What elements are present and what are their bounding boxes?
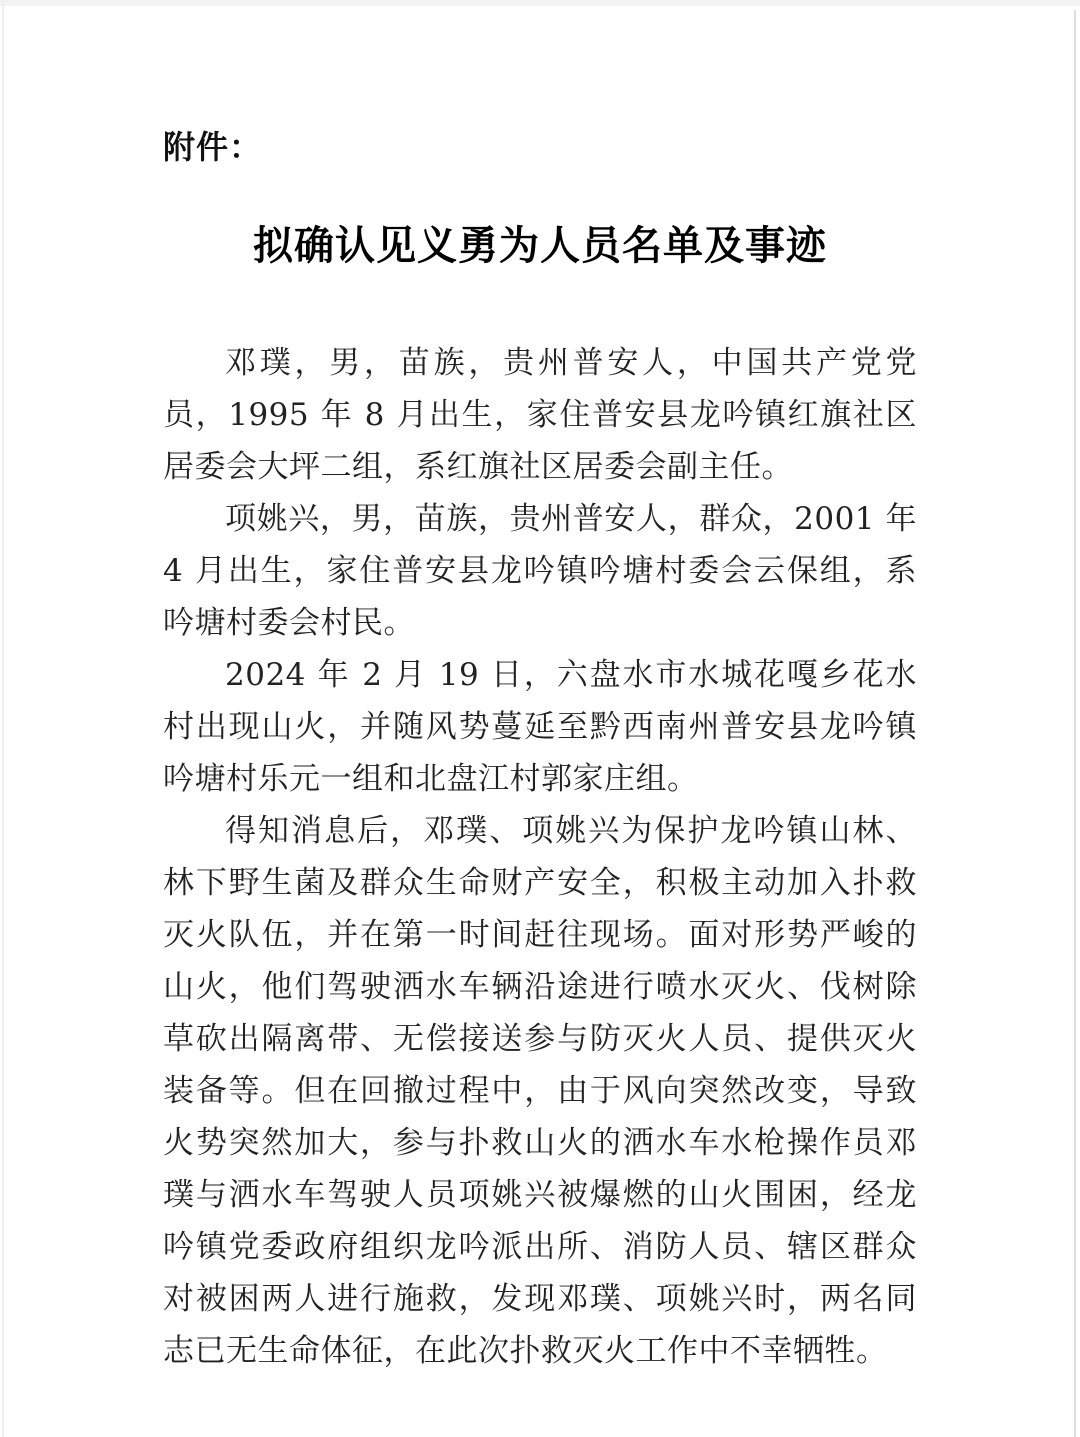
scan-edge-top	[0, 0, 1080, 6]
document-title: 拟确认见义勇为人员名单及事迹	[253, 222, 827, 269]
body-paragraph: 邓璞，男，苗族，贵州普安人，中国共产党党员，1995 年 8 月出生，家住普安县龙吟镇红旗社区居委会大坪二组，系红旗社区居委会副主任。	[163, 345, 917, 485]
body-paragraph: 项姚兴，男，苗族，贵州普安人，群众，2001 年 4 月出生，家住普安县龙吟镇吟塘村委会云保组，系吟塘村委会村民。	[163, 501, 917, 641]
document-body	[163, 337, 917, 1377]
body-paragraph: 2024 年 2 月 19 日，六盘水市水城花嘎乡花水村出现山火，并随风势蔓延至黔西南州普安县龙吟镇吟塘村乐元一组和北盘江村郭家庄组。	[163, 657, 917, 797]
scan-edge-left	[2, 0, 4, 1437]
body-paragraph: 得知消息后，邓璞、项姚兴为保护龙吟镇山林、林下野生菌及群众生命财产安全，积极主动加入扑救灭火队伍，并在第一时间赶往现场。面对形势严峻的山火，他们驾驶洒水车辆沿途进行喷水灭火、伐树除草砍出隔离带、无偿接送参与防灭火人员、提供灭火装备等。但在回撤过程中，由于风向突然改变，导致火势突然加大，参与扑救山火的洒水车水枪操作员邓璞与洒水车驾驶人员项姚兴被爆燃的山火围困，经龙吟镇党委政府组织龙吟派出所、消防人员、辖区群众对被困两人进行施救，发现邓璞、项姚兴时，两名同志已无生命体征，在此次扑救灭火工作中不幸牺牲。	[163, 813, 917, 1369]
attachment-label: 附件：	[163, 128, 263, 166]
